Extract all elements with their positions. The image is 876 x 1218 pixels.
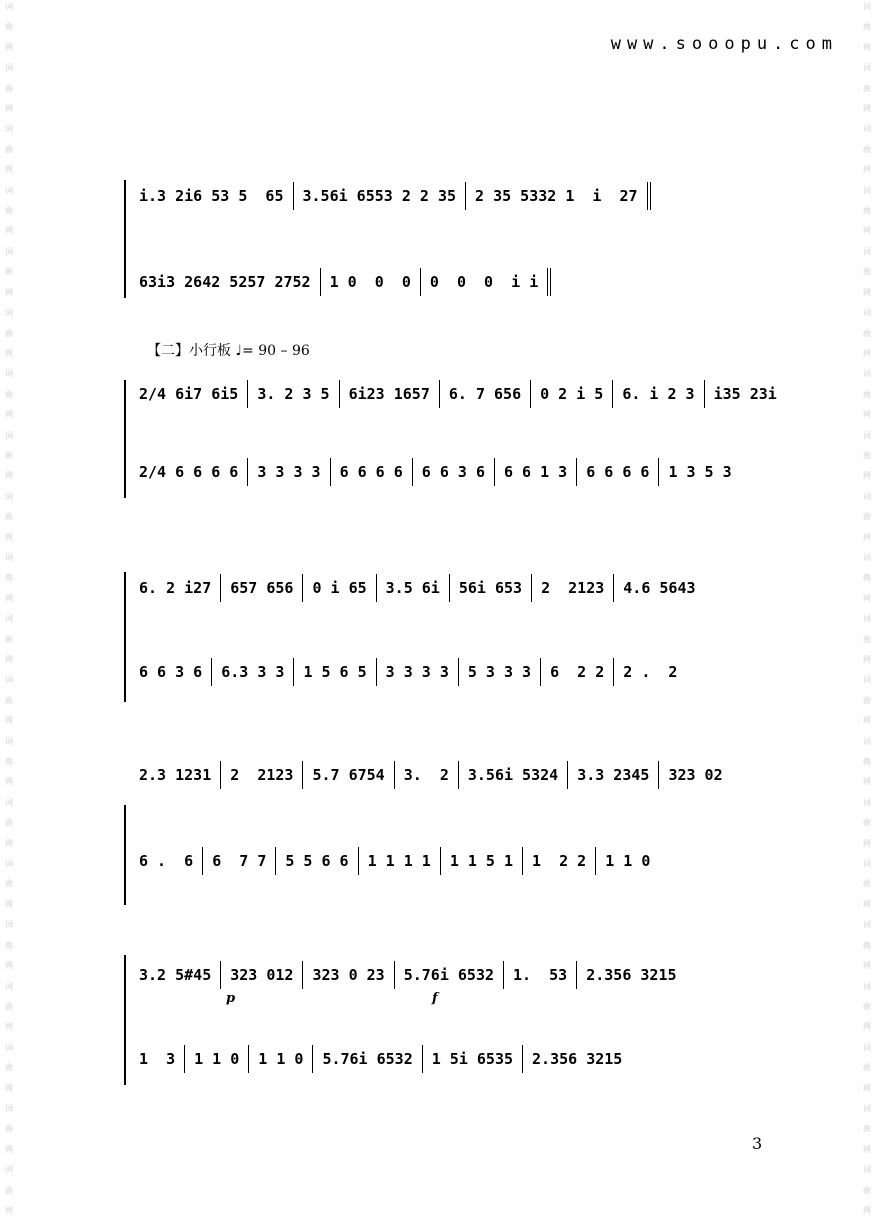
watermark-glyph: 曲 <box>863 328 871 338</box>
watermark-glyph: 曲 <box>5 389 13 399</box>
watermark-glyph: 词 <box>863 1103 871 1113</box>
watermark-glyph: 曲 <box>5 879 13 889</box>
measure: 1 3 5 3 <box>658 458 740 486</box>
watermark-glyph: 词 <box>863 859 871 869</box>
measure: 5 3 3 3 <box>458 658 540 686</box>
watermark-glyph: 词 <box>5 920 13 930</box>
watermark-glyph: 网 <box>5 655 13 664</box>
watermark-glyph: 网 <box>5 104 13 114</box>
watermark-glyph: 网 <box>5 348 13 358</box>
watermark-glyph: 网 <box>863 471 871 481</box>
watermark-glyph: 网 <box>863 716 871 726</box>
watermark-glyph: 词 <box>863 246 871 256</box>
watermark-glyph: 曲 <box>863 450 871 460</box>
left-margin-watermark <box>2 0 16 1218</box>
measure: 6. i 2 3 <box>612 380 703 408</box>
lower-staff <box>130 458 741 486</box>
watermark-glyph: 网 <box>5 42 13 52</box>
watermark-glyph: 曲 <box>5 573 13 583</box>
measure: 2 2123 <box>531 574 613 602</box>
measure: 5.7 6754 <box>302 761 393 789</box>
watermark-glyph: 网 <box>863 1205 871 1215</box>
watermark-glyph: 网 <box>5 165 13 175</box>
watermark-glyph: 曲 <box>863 1124 871 1134</box>
watermark-glyph: 曲 <box>863 634 871 644</box>
measure: 1 3 <box>139 1050 176 1068</box>
measure: 6 6 3 6 <box>139 663 203 681</box>
watermark-glyph: 曲 <box>863 1185 871 1195</box>
watermark-glyph: 网 <box>5 777 13 787</box>
watermark-glyph: 曲 <box>5 1063 13 1073</box>
watermark-glyph: 词 <box>863 1165 871 1175</box>
measure: 657 656 <box>220 574 302 602</box>
watermark-glyph: 网 <box>863 532 871 542</box>
watermark-glyph: 词 <box>863 308 871 318</box>
watermark-glyph: 词 <box>863 614 871 624</box>
watermark-glyph: 网 <box>5 532 13 542</box>
measure: 0 0 0 i i <box>420 268 551 296</box>
right-margin-watermark <box>860 0 874 1218</box>
watermark-glyph: 词 <box>5 859 13 869</box>
measure: 1 5i 6535 <box>422 1045 522 1073</box>
watermark-glyph: 曲 <box>863 267 871 277</box>
watermark-glyph: 曲 <box>863 879 871 889</box>
watermark-glyph: 网 <box>863 961 871 971</box>
watermark-glyph: 词 <box>5 124 13 134</box>
watermark-glyph: 词 <box>5 797 13 807</box>
measure: 0 i 65 <box>302 574 375 602</box>
watermark-glyph: 词 <box>863 369 871 379</box>
measure: 1 0 0 0 <box>320 268 420 296</box>
measure: 5.76i 6532 <box>312 1045 421 1073</box>
measure: 323 012 <box>220 961 302 989</box>
page-number: 3 <box>752 1134 763 1153</box>
watermark-glyph: 曲 <box>863 940 871 950</box>
watermark-glyph: 词 <box>863 736 871 746</box>
watermark-glyph: 网 <box>5 471 13 481</box>
watermark-glyph: 词 <box>5 981 13 991</box>
watermark-glyph: 词 <box>863 2 871 11</box>
measure: 3 3 3 3 <box>376 658 458 686</box>
watermark-glyph: 网 <box>863 287 871 297</box>
watermark-glyph: 网 <box>863 104 871 114</box>
measure: 0 2 i 5 <box>530 380 612 408</box>
watermark-glyph: 词 <box>5 63 13 73</box>
measure: 6 6 6 6 <box>330 458 412 486</box>
upper-staff <box>130 182 651 210</box>
website-header: www.sooopu.com <box>610 34 838 54</box>
watermark-glyph: 曲 <box>863 695 871 705</box>
measure: 6. 7 656 <box>439 380 530 408</box>
measure: 56i 653 <box>449 574 531 602</box>
watermark-glyph: 曲 <box>5 695 13 705</box>
watermark-glyph: 曲 <box>863 818 871 828</box>
watermark-glyph: 网 <box>863 838 871 848</box>
watermark-glyph: 网 <box>863 1144 871 1154</box>
watermark-glyph: 网 <box>5 410 13 420</box>
watermark-glyph: 网 <box>5 226 13 236</box>
dynamic-piano: p <box>226 991 236 1006</box>
upper-staff <box>130 380 786 408</box>
watermark-glyph: 曲 <box>5 634 13 644</box>
measure: 1 1 5 1 <box>440 847 522 875</box>
measure: 1 1 0 <box>248 1045 312 1073</box>
measure: 6 . 6 <box>139 852 194 870</box>
watermark-glyph: 网 <box>5 593 13 603</box>
measure: 1 2 2 <box>522 847 595 875</box>
watermark-glyph: 曲 <box>5 267 13 277</box>
watermark-glyph: 网 <box>863 226 871 236</box>
measure: i35 23i <box>704 380 786 408</box>
measure: 1 1 0 <box>595 847 659 875</box>
watermark-glyph: 词 <box>5 185 13 195</box>
watermark-glyph: 曲 <box>5 512 13 522</box>
watermark-glyph: 网 <box>863 165 871 175</box>
watermark-glyph: 曲 <box>5 450 13 460</box>
measure: 1 1 1 1 <box>358 847 440 875</box>
tempo-marking: 【二】小行板 ♩= 90 – 96 <box>147 343 310 359</box>
watermark-glyph: 词 <box>863 797 871 807</box>
watermark-glyph: 网 <box>863 655 871 664</box>
watermark-glyph: 曲 <box>5 83 13 93</box>
measure: 4.6 5643 <box>613 574 704 602</box>
watermark-glyph: 词 <box>863 185 871 195</box>
watermark-glyph: 网 <box>863 42 871 52</box>
watermark-glyph: 曲 <box>863 389 871 399</box>
upper-staff <box>130 761 732 789</box>
measure: 2/4 6 6 6 6 <box>139 463 239 481</box>
watermark-glyph: 词 <box>5 552 13 562</box>
system-bracket <box>124 955 126 1085</box>
system-bracket <box>124 380 126 498</box>
measure: 1 5 6 5 <box>293 658 375 686</box>
watermark-glyph: 网 <box>5 1144 13 1154</box>
watermark-glyph: 曲 <box>863 512 871 522</box>
upper-staff <box>130 574 705 602</box>
measure: 1 1 0 <box>184 1045 248 1073</box>
watermark-glyph: 网 <box>5 1022 13 1032</box>
measure: 2 . 2 <box>613 658 686 686</box>
measure: 323 02 <box>658 761 731 789</box>
watermark-glyph: 词 <box>5 2 13 11</box>
measure: 2.356 3215 <box>522 1045 631 1073</box>
measure: i.3 2i6 53 5 65 <box>139 187 284 205</box>
watermark-glyph: 网 <box>5 899 13 909</box>
watermark-glyph: 曲 <box>863 1001 871 1011</box>
watermark-glyph: 曲 <box>5 1124 13 1134</box>
watermark-glyph: 曲 <box>5 757 13 767</box>
watermark-glyph: 曲 <box>863 573 871 583</box>
watermark-glyph: 词 <box>5 1103 13 1113</box>
watermark-glyph: 词 <box>5 675 13 685</box>
watermark-glyph: 词 <box>863 981 871 991</box>
watermark-glyph: 曲 <box>5 328 13 338</box>
watermark-glyph: 曲 <box>863 144 871 154</box>
measure: 2.3 1231 <box>139 766 212 784</box>
watermark-glyph: 网 <box>5 838 13 848</box>
measure: 6 6 6 6 <box>576 458 658 486</box>
measure: 6.3 3 3 <box>211 658 293 686</box>
measure: 3.56i 5324 <box>458 761 567 789</box>
watermark-glyph: 曲 <box>5 22 13 32</box>
measure: 6 2 2 <box>540 658 613 686</box>
watermark-glyph: 网 <box>5 1083 13 1093</box>
watermark-glyph: 网 <box>863 348 871 358</box>
watermark-glyph: 网 <box>5 961 13 971</box>
watermark-glyph: 词 <box>863 675 871 685</box>
measure: 5.76i 6532 <box>394 961 503 989</box>
watermark-glyph: 网 <box>863 410 871 420</box>
system-bracket <box>124 805 126 905</box>
watermark-glyph: 词 <box>863 491 871 501</box>
lower-staff <box>130 847 659 875</box>
watermark-glyph: 词 <box>863 63 871 73</box>
watermark-glyph: 词 <box>5 614 13 624</box>
measure: 6 6 3 6 <box>412 458 494 486</box>
measure: 323 0 23 <box>302 961 393 989</box>
measure: 2 35 5332 1 i 27 <box>465 182 651 210</box>
watermark-glyph: 曲 <box>5 1185 13 1195</box>
measure: 6. 2 i27 <box>139 579 212 597</box>
measure: 3. 2 3 5 <box>247 380 338 408</box>
watermark-glyph: 曲 <box>863 757 871 767</box>
watermark-glyph: 词 <box>863 920 871 930</box>
watermark-glyph: 词 <box>863 124 871 134</box>
watermark-glyph: 词 <box>863 1042 871 1052</box>
measure: 2/4 6i7 6i5 <box>139 385 239 403</box>
watermark-glyph: 网 <box>5 716 13 726</box>
measure: 3.5 6i <box>376 574 449 602</box>
system-bracket <box>124 572 126 702</box>
upper-staff <box>130 961 686 989</box>
measure: 63i3 2642 5257 2752 <box>139 273 311 291</box>
watermark-glyph: 曲 <box>5 206 13 216</box>
measure: 6 6 1 3 <box>494 458 576 486</box>
watermark-glyph: 曲 <box>5 818 13 828</box>
watermark-glyph: 曲 <box>863 22 871 32</box>
lower-staff <box>130 1045 631 1073</box>
system-bracket <box>124 180 126 298</box>
watermark-glyph: 词 <box>863 552 871 562</box>
watermark-glyph: 网 <box>863 1022 871 1032</box>
measure: 5 5 6 6 <box>275 847 357 875</box>
watermark-glyph: 词 <box>863 430 871 440</box>
measure: 3.56i 6553 2 2 35 <box>293 182 466 210</box>
watermark-glyph: 曲 <box>5 1001 13 1011</box>
watermark-glyph: 曲 <box>863 206 871 216</box>
lower-staff <box>130 268 551 296</box>
watermark-glyph: 词 <box>5 308 13 318</box>
watermark-glyph: 词 <box>5 736 13 746</box>
watermark-glyph: 网 <box>5 1205 13 1215</box>
dynamic-forte: f <box>432 991 438 1006</box>
measure: 3. 2 <box>394 761 458 789</box>
watermark-glyph: 网 <box>863 593 871 603</box>
watermark-glyph: 网 <box>863 777 871 787</box>
measure: 2 2123 <box>220 761 302 789</box>
measure: 3.2 5#45 <box>139 966 212 984</box>
watermark-glyph: 词 <box>5 430 13 440</box>
watermark-glyph: 曲 <box>863 83 871 93</box>
watermark-glyph: 词 <box>5 369 13 379</box>
watermark-glyph: 网 <box>863 899 871 909</box>
measure: 6 7 7 <box>202 847 275 875</box>
measure: 1. 53 <box>503 961 576 989</box>
watermark-glyph: 曲 <box>863 1063 871 1073</box>
measure: 2.356 3215 <box>576 961 685 989</box>
watermark-glyph: 词 <box>5 491 13 501</box>
measure: 3 3 3 3 <box>247 458 329 486</box>
watermark-glyph: 网 <box>863 1083 871 1093</box>
watermark-glyph: 网 <box>5 287 13 297</box>
watermark-glyph: 词 <box>5 1165 13 1175</box>
measure: 3.3 2345 <box>567 761 658 789</box>
lower-staff <box>130 658 686 686</box>
watermark-glyph: 曲 <box>5 144 13 154</box>
watermark-glyph: 词 <box>5 246 13 256</box>
watermark-glyph: 曲 <box>5 940 13 950</box>
watermark-glyph: 词 <box>5 1042 13 1052</box>
measure: 6i23 1657 <box>339 380 439 408</box>
